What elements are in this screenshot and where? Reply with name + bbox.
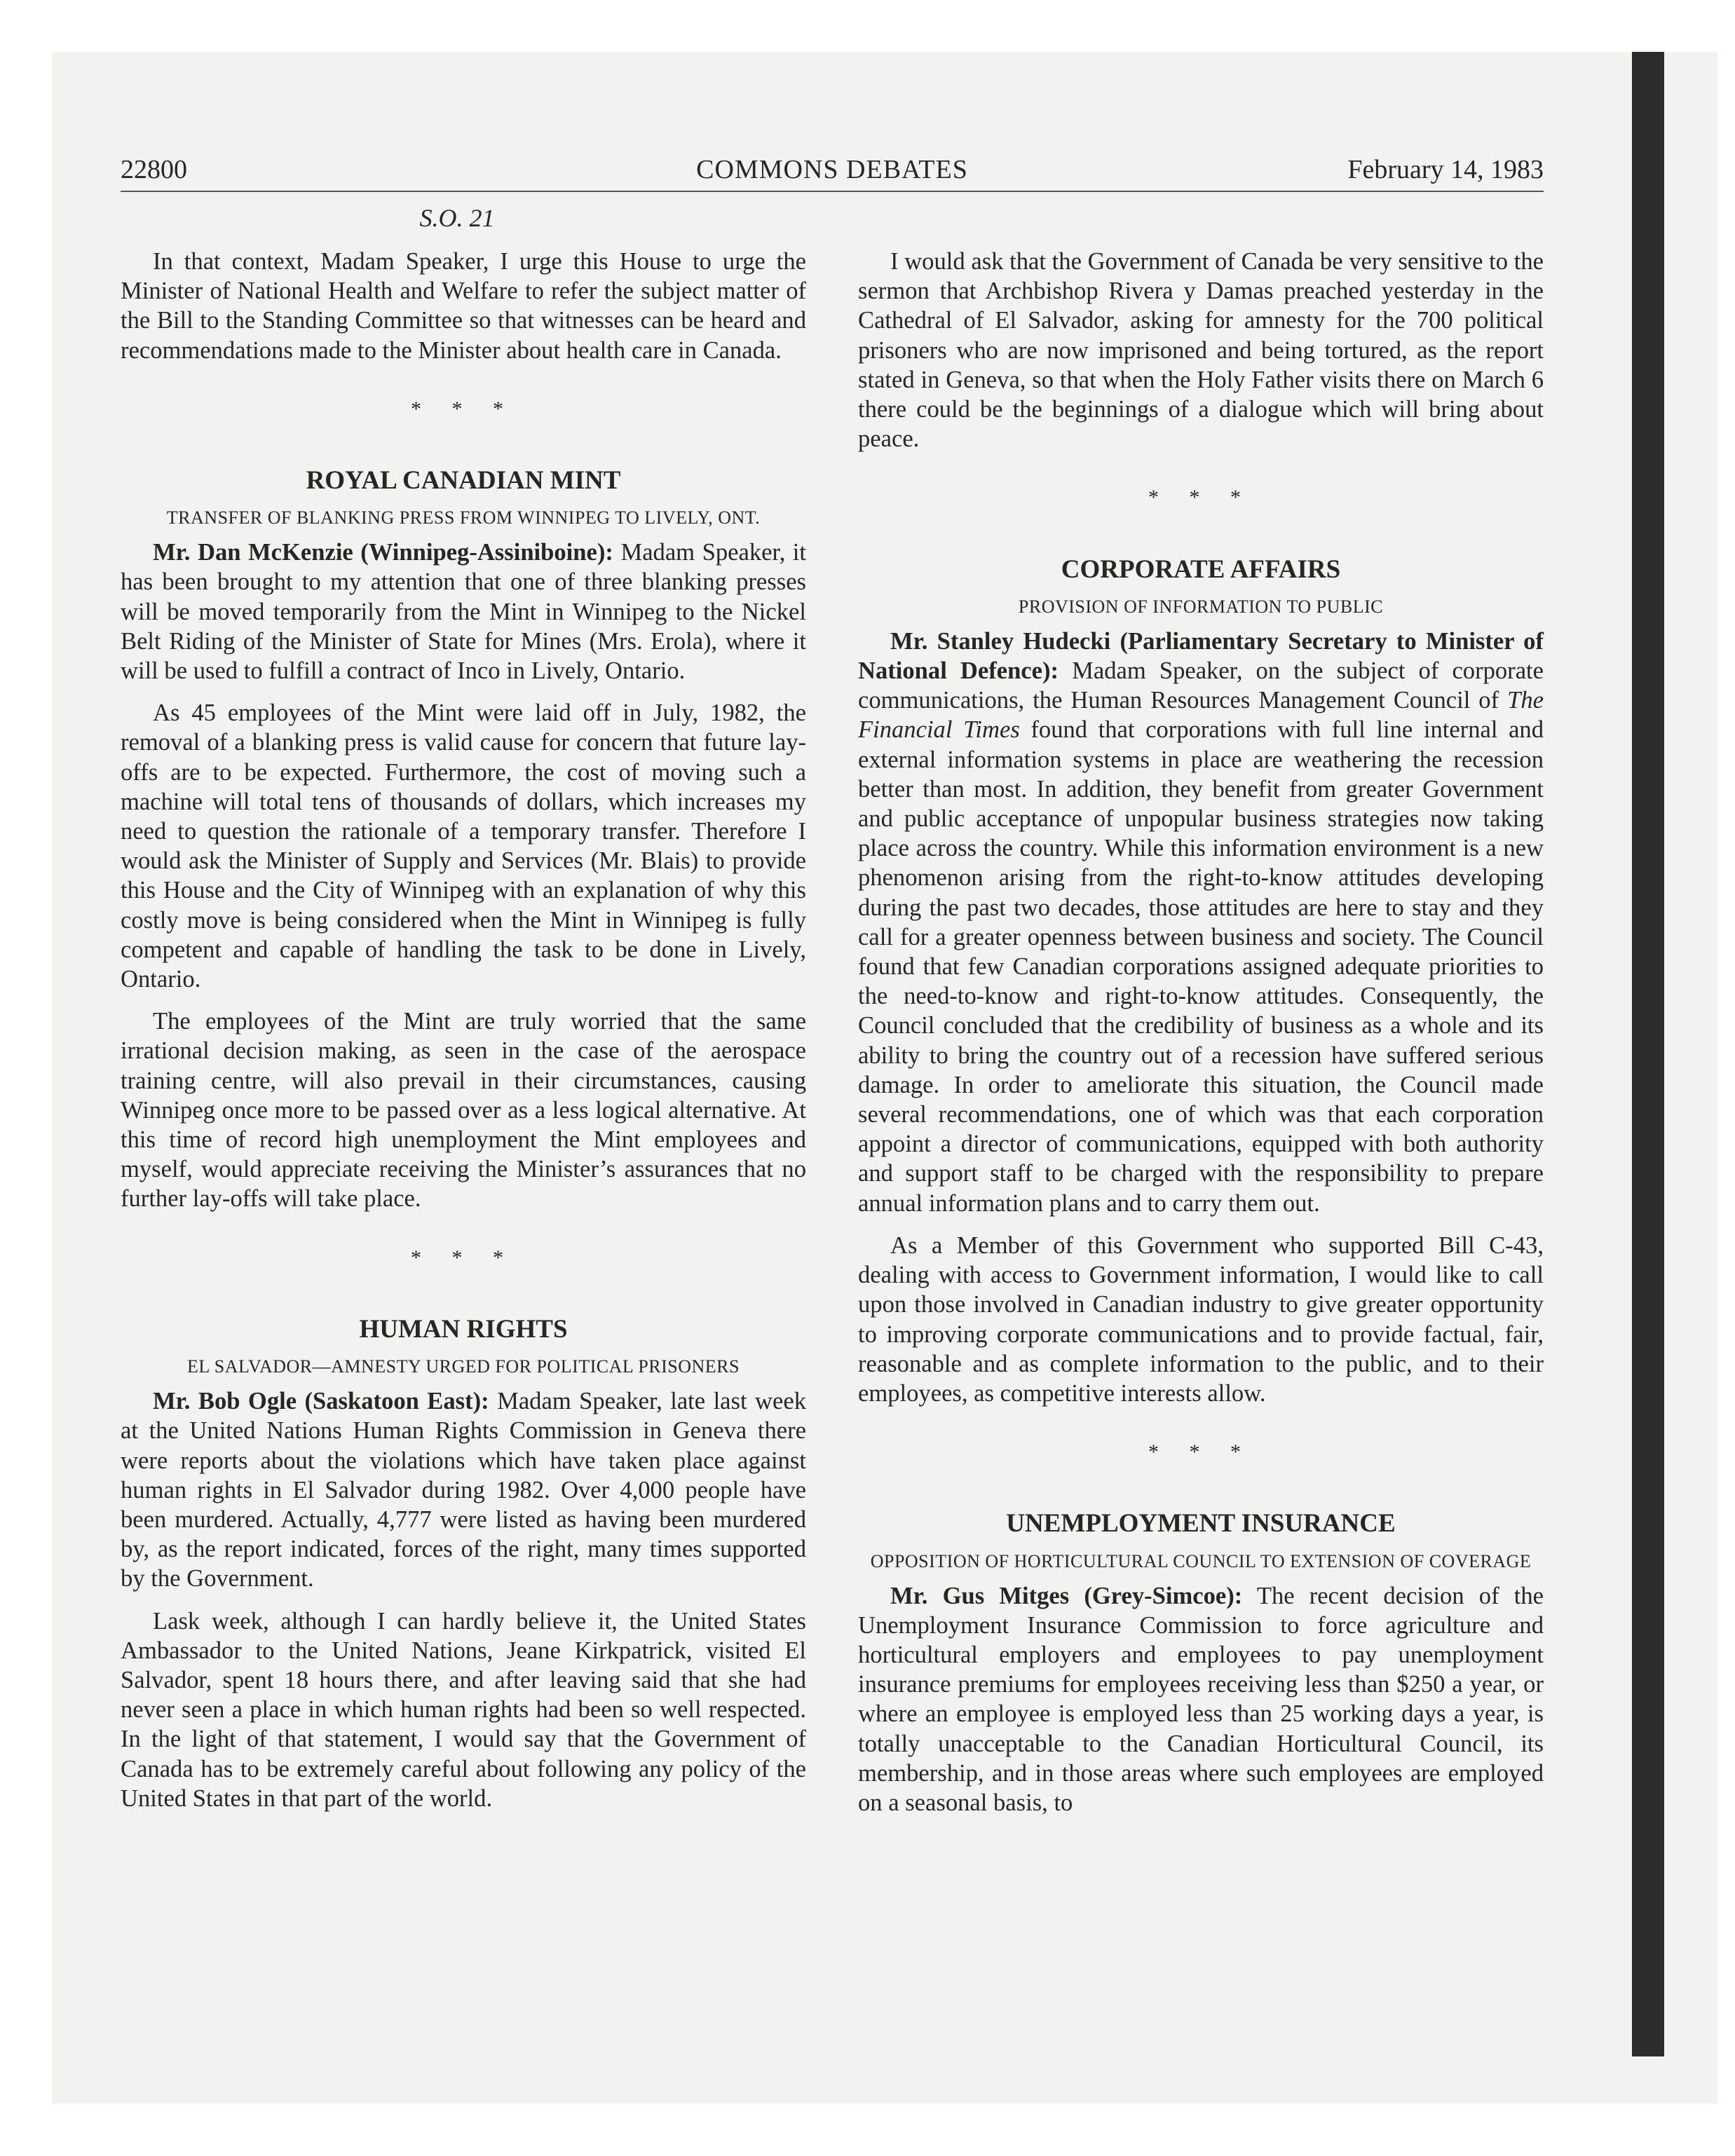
- continuation-paragraph: I would ask that the Government of Canada be very sensitive to the sermon that Archbishop Rivera y Damas preached yesterday in the Cathedral of El Salvador, asking for amnesty for the 700 political prisoners who are now imprisoned and being tortured, as the report stated in Geneva, so that when the Holy Father visits there on March 6 there could be the beginnings of a dialogue which will bring about peace.: [858, 248, 1544, 453]
- page-header: [121, 154, 1544, 188]
- speaker-name: Mr. Gus Mitges (Grey-Simcoe):: [890, 1582, 1243, 1609]
- section-subheading-royal-mint: TRANSFER OF BLANKING PRESS FROM WINNIPEG TO LIVELY, ONT.: [166, 507, 761, 528]
- human-rights-paragraph-1: [121, 1386, 806, 1593]
- section-subheading-corporate-affairs: PROVISION OF INFORMATION TO PUBLIC: [1018, 596, 1384, 617]
- section-subheading-unemployment-insurance: OPPOSITION OF HORTICULTURAL COUNCIL TO EXTENSION OF COVERAGE: [870, 1550, 1532, 1571]
- paragraph-text: Madam Speaker, on the subject of corporate communications, the Human Resources Management Council of: [858, 657, 1544, 714]
- binding-edge-shadow: [1632, 52, 1664, 2056]
- publication-name: The Financial Times: [858, 687, 1544, 744]
- speaker-name: Mr. Stanley Hudecki (Parliamentary Secretary to Minister of National Defence):: [858, 627, 1544, 685]
- page-number: 22800: [121, 155, 187, 184]
- corporate-affairs-paragraph-1: [858, 627, 1544, 1218]
- section-separator: * * *: [411, 1246, 516, 1269]
- section-separator: * * *: [1148, 486, 1253, 510]
- document-page: [121, 149, 1544, 1957]
- paragraph-text: The recent decision of the Unemployment Insurance Commission to force agriculture and horticultural employers and employees to pay unemployment insurance premiums for employees receiving less than $250 a year, or where an employee is employed less than 25 working days a year, is totally unacceptable to the Canadian Horticultural Council, its membership, and in those areas where such employees are employed on a seasonal basis, to: [858, 1582, 1544, 1816]
- header-rule: [121, 191, 1544, 192]
- section-heading-corporate-affairs: CORPORATE AFFAIRS: [1061, 554, 1341, 584]
- section-heading-human-rights: HUMAN RIGHTS: [359, 1314, 568, 1344]
- paragraph-text: found that corporations with full line internal and external information systems in place are weathering the recession better than most. In addition, they benefit from greater Government and public acceptance of unpopular business strategies now taking place across the country. While this information environment is a new phenomenon arising from the right-to-know attitudes developing during the past two decades, those attitudes are here to stay and they call for a greater openness between business and society. The Council found that few Canadian corporations assigned adequate priorities to the need-to-know and right-to-know attitudes. Consequently, the Council concluded that the credibility of business as a whole and its ability to bring the country out of a recession have suffered serious damage. In order to ameliorate this situation, the Council made several recommendations, one of which was that each corporation appoint a director of communications, equipped with both authority and support staff to be charged with the responsibility to prepare annual information plans and to carry them out.: [858, 716, 1544, 1217]
- paragraph-text: Madam Speaker, it has been brought to my attention that one of three blanking presses will be moved temporarily from the Mint in Winnipeg to the Nickel Belt Riding of the Minister of State for Mines (Mrs. Erola), where it will be used to fulfill a contract of Inco in Lively, Ontario.: [121, 539, 806, 685]
- left-column: [121, 247, 806, 1826]
- section-subheading-human-rights: EL SALVADOR—AMNESTY URGED FOR POLITICAL PRISONERS: [187, 1356, 740, 1377]
- speaker-name: Mr. Dan McKenzie (Winnipeg-Assiniboine):: [153, 539, 613, 566]
- human-rights-paragraph-2: Lask week, although I can hardly believe it, the United States Ambassador to the United Nations, Jeane Kirkpatrick, visited El Salvador, spent 18 hours there, and after leaving said that she had never seen a place in which human rights had been so well respected. In the light of that statement, I would say that the Government of Canada has to be extremely careful about following any policy of the United States in that part of the world.: [121, 1607, 806, 1812]
- royal-mint-paragraph-3: The employees of the Mint are truly worried that the same irrational decision making, as seen in the case of the aerospace training centre, will also prevail in their circumstances, causing Winnipeg once more to be passed over as a less logical alternative. At this time of record high unemployment the Mint employees and myself, would appreciate receiving the Minister’s assurances that no further lay-offs will take place.: [121, 1008, 806, 1213]
- intro-paragraph: In that context, Madam Speaker, I urge this House to urge the Minister of National Health and Welfare to refer the subject matter of the Bill to the Standing Committee so that witnesses can be heard and recommendations made to the Minister about health care in Canada.: [121, 248, 806, 364]
- section-separator: * * *: [1148, 1440, 1253, 1464]
- corporate-affairs-paragraph-2: As a Member of this Government who supported Bill C-43, dealing with access to Government information, I would like to call upon those involved in Canadian industry to give greater opportunity to improving corporate communications and to provide factual, fair, reasonable and as complete information to the public, and to their employees, as competitive interests allow.: [858, 1231, 1544, 1407]
- publication-title: COMMONS DEBATES: [696, 155, 968, 184]
- section-heading-unemployment-insurance: UNEMPLOYMENT INSURANCE: [1006, 1509, 1396, 1538]
- unemployment-insurance-paragraph-1: [858, 1581, 1544, 1818]
- publication-date: February 14, 1983: [1347, 155, 1544, 184]
- right-column: [858, 247, 1544, 1830]
- speaker-name: Mr. Bob Ogle (Saskatoon East):: [153, 1388, 489, 1415]
- section-separator: * * *: [411, 397, 516, 421]
- section-heading-royal-mint: ROYAL CANADIAN MINT: [306, 466, 621, 496]
- standing-order-label: S.O. 21: [419, 204, 495, 232]
- royal-mint-paragraph-1: [121, 538, 806, 685]
- paragraph-text: Madam Speaker, late last week at the United Nations Human Rights Commission in Geneva there were reports about the violations which have taken place against human rights in El Salvador during 1982. Over 4,000 people have been murdered. Actually, 4,777 were listed as having been murdered by, as the report indicated, forces of the right, many times supported by the Government.: [121, 1388, 806, 1592]
- royal-mint-paragraph-2: As 45 employees of the Mint were laid off in July, 1982, the removal of a blanking press is valid cause for concern that future lay-offs are to be expected. Furthermore, the cost of moving such a machine will total tens of thousands of dollars, which increases my need to question the rationale of a temporary transfer. Therefore I would ask the Minister of Supply and Services (Mr. Blais) to provide this House and the City of Winnipeg with an explanation of why this costly move is being considered when the Mint in Winnipeg is fully competent and capable of handling the task to be done in Lively, Ontario.: [121, 700, 806, 993]
